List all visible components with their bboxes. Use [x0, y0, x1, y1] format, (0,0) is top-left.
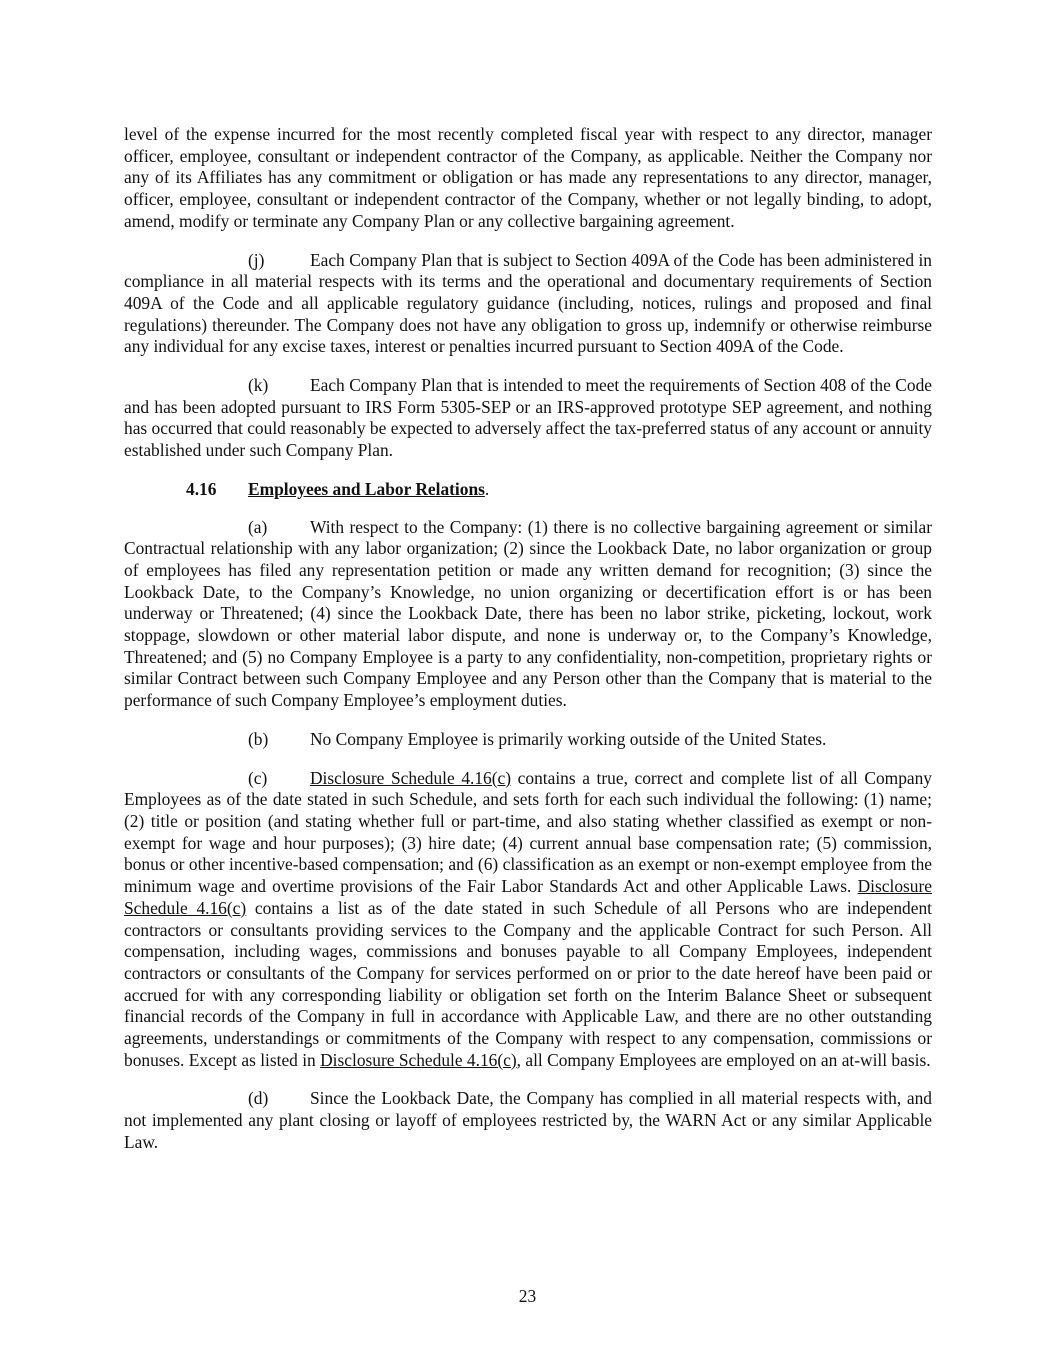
disclosure-schedule-reference: Disclosure Schedule 4.16(c): [124, 876, 932, 918]
clause-d: [124, 1088, 932, 1153]
clause-a: [124, 517, 932, 712]
clause-k-label: (k): [248, 375, 269, 396]
section-title: Employees and Labor Relations: [248, 478, 485, 499]
clause-c: [124, 768, 932, 1072]
section-title-period: .: [484, 478, 490, 499]
clause-b-label: (b): [248, 728, 269, 749]
clause-b: [124, 729, 932, 751]
section-number: 4.16: [186, 478, 217, 499]
clause-c-text-part2: contains a list as of the date stated in such Schedule of all Persons who are independent contractors or consultants providing services to the Company and the applicable Contract for such Person. All compensation, including wages, commissions and bonuses payable to all Company Employees, independent contractors or consultants of the Company for services performed on or prior to the date hereof have been paid or accrued for with any corresponding liability or obligation set forth on the Interim Balance Sheet or subsequent financial records of the Company in full in accordance with Applicable Law, and there are no other outstanding agreements, understandings or commitments of the Company with respect to any compensation, commissions or bonuses. Except as listed in: [124, 897, 932, 1070]
document-page: [124, 124, 932, 1171]
clause-k-text: Each Company Plan that is intended to meet the requirements of Section 408 of the Code and has been adopted pursuant to IRS Form 5305-SEP or an IRS-approved prototype SEP agreement, and nothing has occurred that could reasonably be expected to adversely affect the tax-preferred status of any account or annuity established under such Company Plan.: [124, 375, 932, 461]
clause-c-label: (c): [248, 767, 268, 788]
clause-d-text: Since the Lookback Date, the Company has complied in all material respects with, and not implemented any plant closing or layoff of employees restricted by, the WARN Act or any similar Applicable Law.: [124, 1088, 932, 1152]
disclosure-schedule-reference: Disclosure Schedule 4.16(c): [320, 1049, 517, 1070]
disclosure-schedule-reference: Disclosure Schedule 4.16(c): [310, 767, 512, 788]
clause-d-label: (d): [248, 1088, 269, 1109]
clause-j-label: (j): [248, 249, 265, 270]
clause-k: [124, 375, 932, 462]
clause-j: [124, 250, 932, 359]
clause-j-text: Each Company Plan that is subject to Section 409A of the Code has been administered in compliance in all material respects with its terms and the operational and documentary requirements of Section 409A of the Code and all applicable regulatory guidance (including, notices, rulings and proposed and final regulations) thereunder. The Company does not have any obligation to gross up, indemnify or otherwise reimburse any individual for any excise taxes, interest or penalties incurred pursuant to Section 409A of the Code.: [124, 249, 932, 357]
clause-a-text: With respect to the Company: (1) there is no collective bargaining agreement or similar Contractual relationship with any labor organization; (2) since the Lookback Date, no labor organization or group of employees has filed any representation petition or made any written demand for recognition; (3) since the Lookback Date, to the Company’s Knowledge, no union organizing or decertification effort is or has been underway or Threatened; (4) since the Lookback Date, there has been no labor strike, picketing, lockout, work stoppage, slowdown or other material labor dispute, and none is underway or, to the Company’s Knowledge, Threatened; and (5) no Company Employee is a party to any confidentiality, non-competition, proprietary rights or similar Contract between such Company Employee and any Person other than the Company that is material to the performance of such Company Employee’s employment duties.: [124, 516, 932, 711]
clause-c-text-part1: contains a true, correct and complete list of all Company Employees as of the date stated in such Schedule, and sets forth for each such individual the following: (1) name; (2) title or position (and stating whether full or part-time, and also stating whether classified as exempt or non-exempt for wage and hour purposes); (3) hire date; (4) current annual base compensation rate; (5) commission, bonus or other incentive-based compensation; and (6) classification as an exempt or non-exempt employee from the minimum wage and overtime provisions of the Fair Labor Standards Act and other Applicable Laws.: [124, 767, 932, 897]
section-heading: [124, 479, 932, 501]
page-number: 23: [518, 1286, 537, 1306]
continuation-paragraph: level of the expense incurred for the most recently completed fiscal year with respect to any director, manager officer, employee, consultant or independent contractor of the Company, as applicable. Neither the Company nor any of its Affiliates has any commitment or obligation or has made any representations to any director, manager, officer, employee, consultant or independent contractor of the Company, whether or not legally binding, to adopt, amend, modify or terminate any Company Plan or any collective bargaining agreement.: [124, 124, 932, 231]
clause-a-label: (a): [248, 516, 268, 537]
clause-c-text-part3: , all Company Employees are employed on an at-will basis.: [516, 1049, 931, 1070]
clause-b-text: No Company Employee is primarily working outside of the United States.: [310, 728, 827, 749]
